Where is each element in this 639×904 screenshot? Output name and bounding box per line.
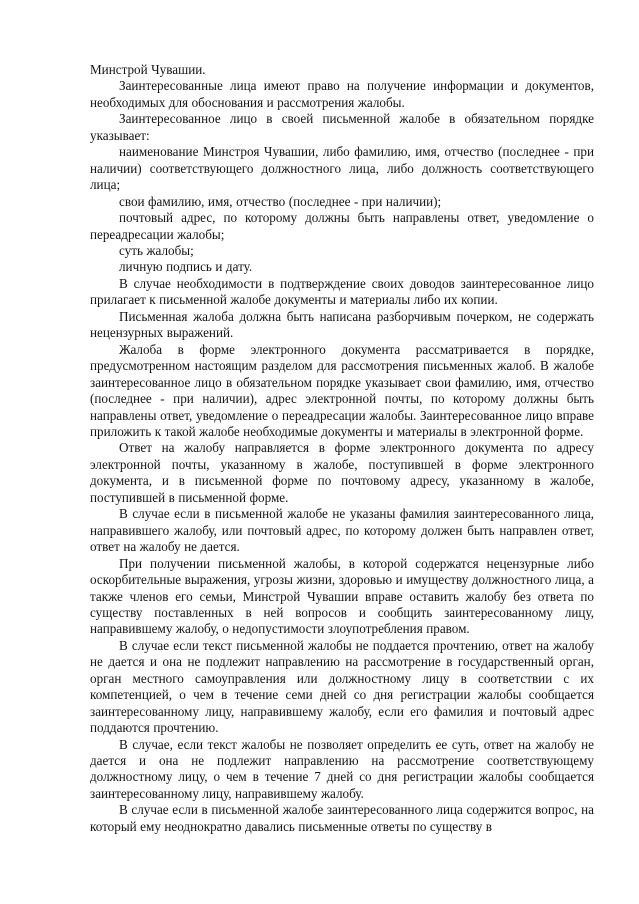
paragraph-supporting-documents: В случае необходимости в подтверждение своих доводов заинтересованное лицо прилагает к письменной жалобе документы и материалы либо их копии. (90, 275, 594, 308)
list-item-ministry-or-official: наименование Минстроя Чувашии, либо фамилию, имя, отчество (последнее - при наличии) соответствующего должностного лица, либо должность соответствующего лица; (90, 144, 594, 193)
paragraph-right-to-information: Заинтересованные лица имеют право на получение информации и документов, необходимых для обоснования и рассмотрения жалобы. (90, 78, 594, 110)
paragraph-offensive-language: При получении письменной жалобы, в которой содержатся нецензурные либо оскорбительные выражения, угрозы жизни, здоровью и имуществу должностного лица, а также членов его семьи, Минстрой Чувашии вправе оставить жалобу без ответа по существу поставленных в ней вопросов и сообщить заинтересованному лицу, направившему жалобу, о недопустимости злоупотребления правом. (90, 555, 594, 637)
paragraph-repeated-question: В случае если в письменной жалобе заинтересованного лица содержится вопрос, на который ему неоднократно давались письменные ответы по существу в (90, 802, 594, 834)
list-item-complaint-essence: суть жалобы; (119, 242, 194, 258)
list-item-full-name: свои фамилию, имя, отчество (последнее - при наличии); (119, 193, 442, 209)
paragraph-required-contents-intro: Заинтересованное лицо в своей письменной жалобе в обязательном порядке указывает: (90, 111, 594, 143)
paragraph-continuation: Минстрой Чувашии. (90, 62, 206, 77)
document-body (90, 62, 594, 835)
paragraph-electronic-complaint: Жалоба в форме электронного документа рассматривается в порядке, предусмотренном настоящим разделом для рассмотрения письменных жалоб. В жалобе заинтересованное лицо в обязательном порядке указывает свои фамилию, имя, отчество (последнее - при наличии), адрес электронной почты, по которому должны быть направлены ответ, уведомление о переадресации жалобы. Заинтересованное лицо вправе приложить к такой жалобе необходимые документы и материалы в электронной форме. (90, 341, 594, 439)
list-item-signature-date: личную подпись и дату. (119, 259, 253, 275)
paragraph-missing-name-or-address: В случае если в письменной жалобе не указаны фамилия заинтересованного лица, направившего жалобу, или почтовый адрес, по которому должен быть направлен ответ, ответ на жалобу не дается. (90, 506, 594, 555)
paragraph-illegible-text: В случае если текст письменной жалобы не поддается прочтению, ответ на жалобу не дается и она не подлежит направлению на рассмотрение в государственный орган, орган местного самоуправления или должностному лицу в соответствии с их компетенцией, о чем в течение семи дней со дня регистрации жалобы сообщается заинтересованному лицу, направившему жалобу, если его фамилия и почтовый адрес поддаются прочтению. (90, 637, 594, 736)
list-item-postal-address: почтовый адрес, по которому должны быть направлены ответ, уведомление о переадресации жалобы; (90, 210, 594, 242)
paragraph-response-delivery: Ответ на жалобу направляется в форме электронного документа по адресу электронной почты, указанному в жалобе, поступившей в форме электронного документа, и в письменной форме по почтовому адресу, указанному в жалобе, поступившей в письменной форме. (90, 440, 594, 505)
paragraph-legible-handwriting: Письменная жалоба должна быть написана разборчивым почерком, не содержать нецензурных выражений. (90, 308, 594, 341)
paragraph-undeterminable-essence: В случае, если текст жалобы не позволяет определить ее суть, ответ на жалобу не дается и она не подлежит направлению на рассмотрение соответствующему должностному лицу, о чем в течение 7 дней со дня регистрации жалобы сообщается заинтересованному лицу, направившему жалобу. (90, 736, 594, 801)
